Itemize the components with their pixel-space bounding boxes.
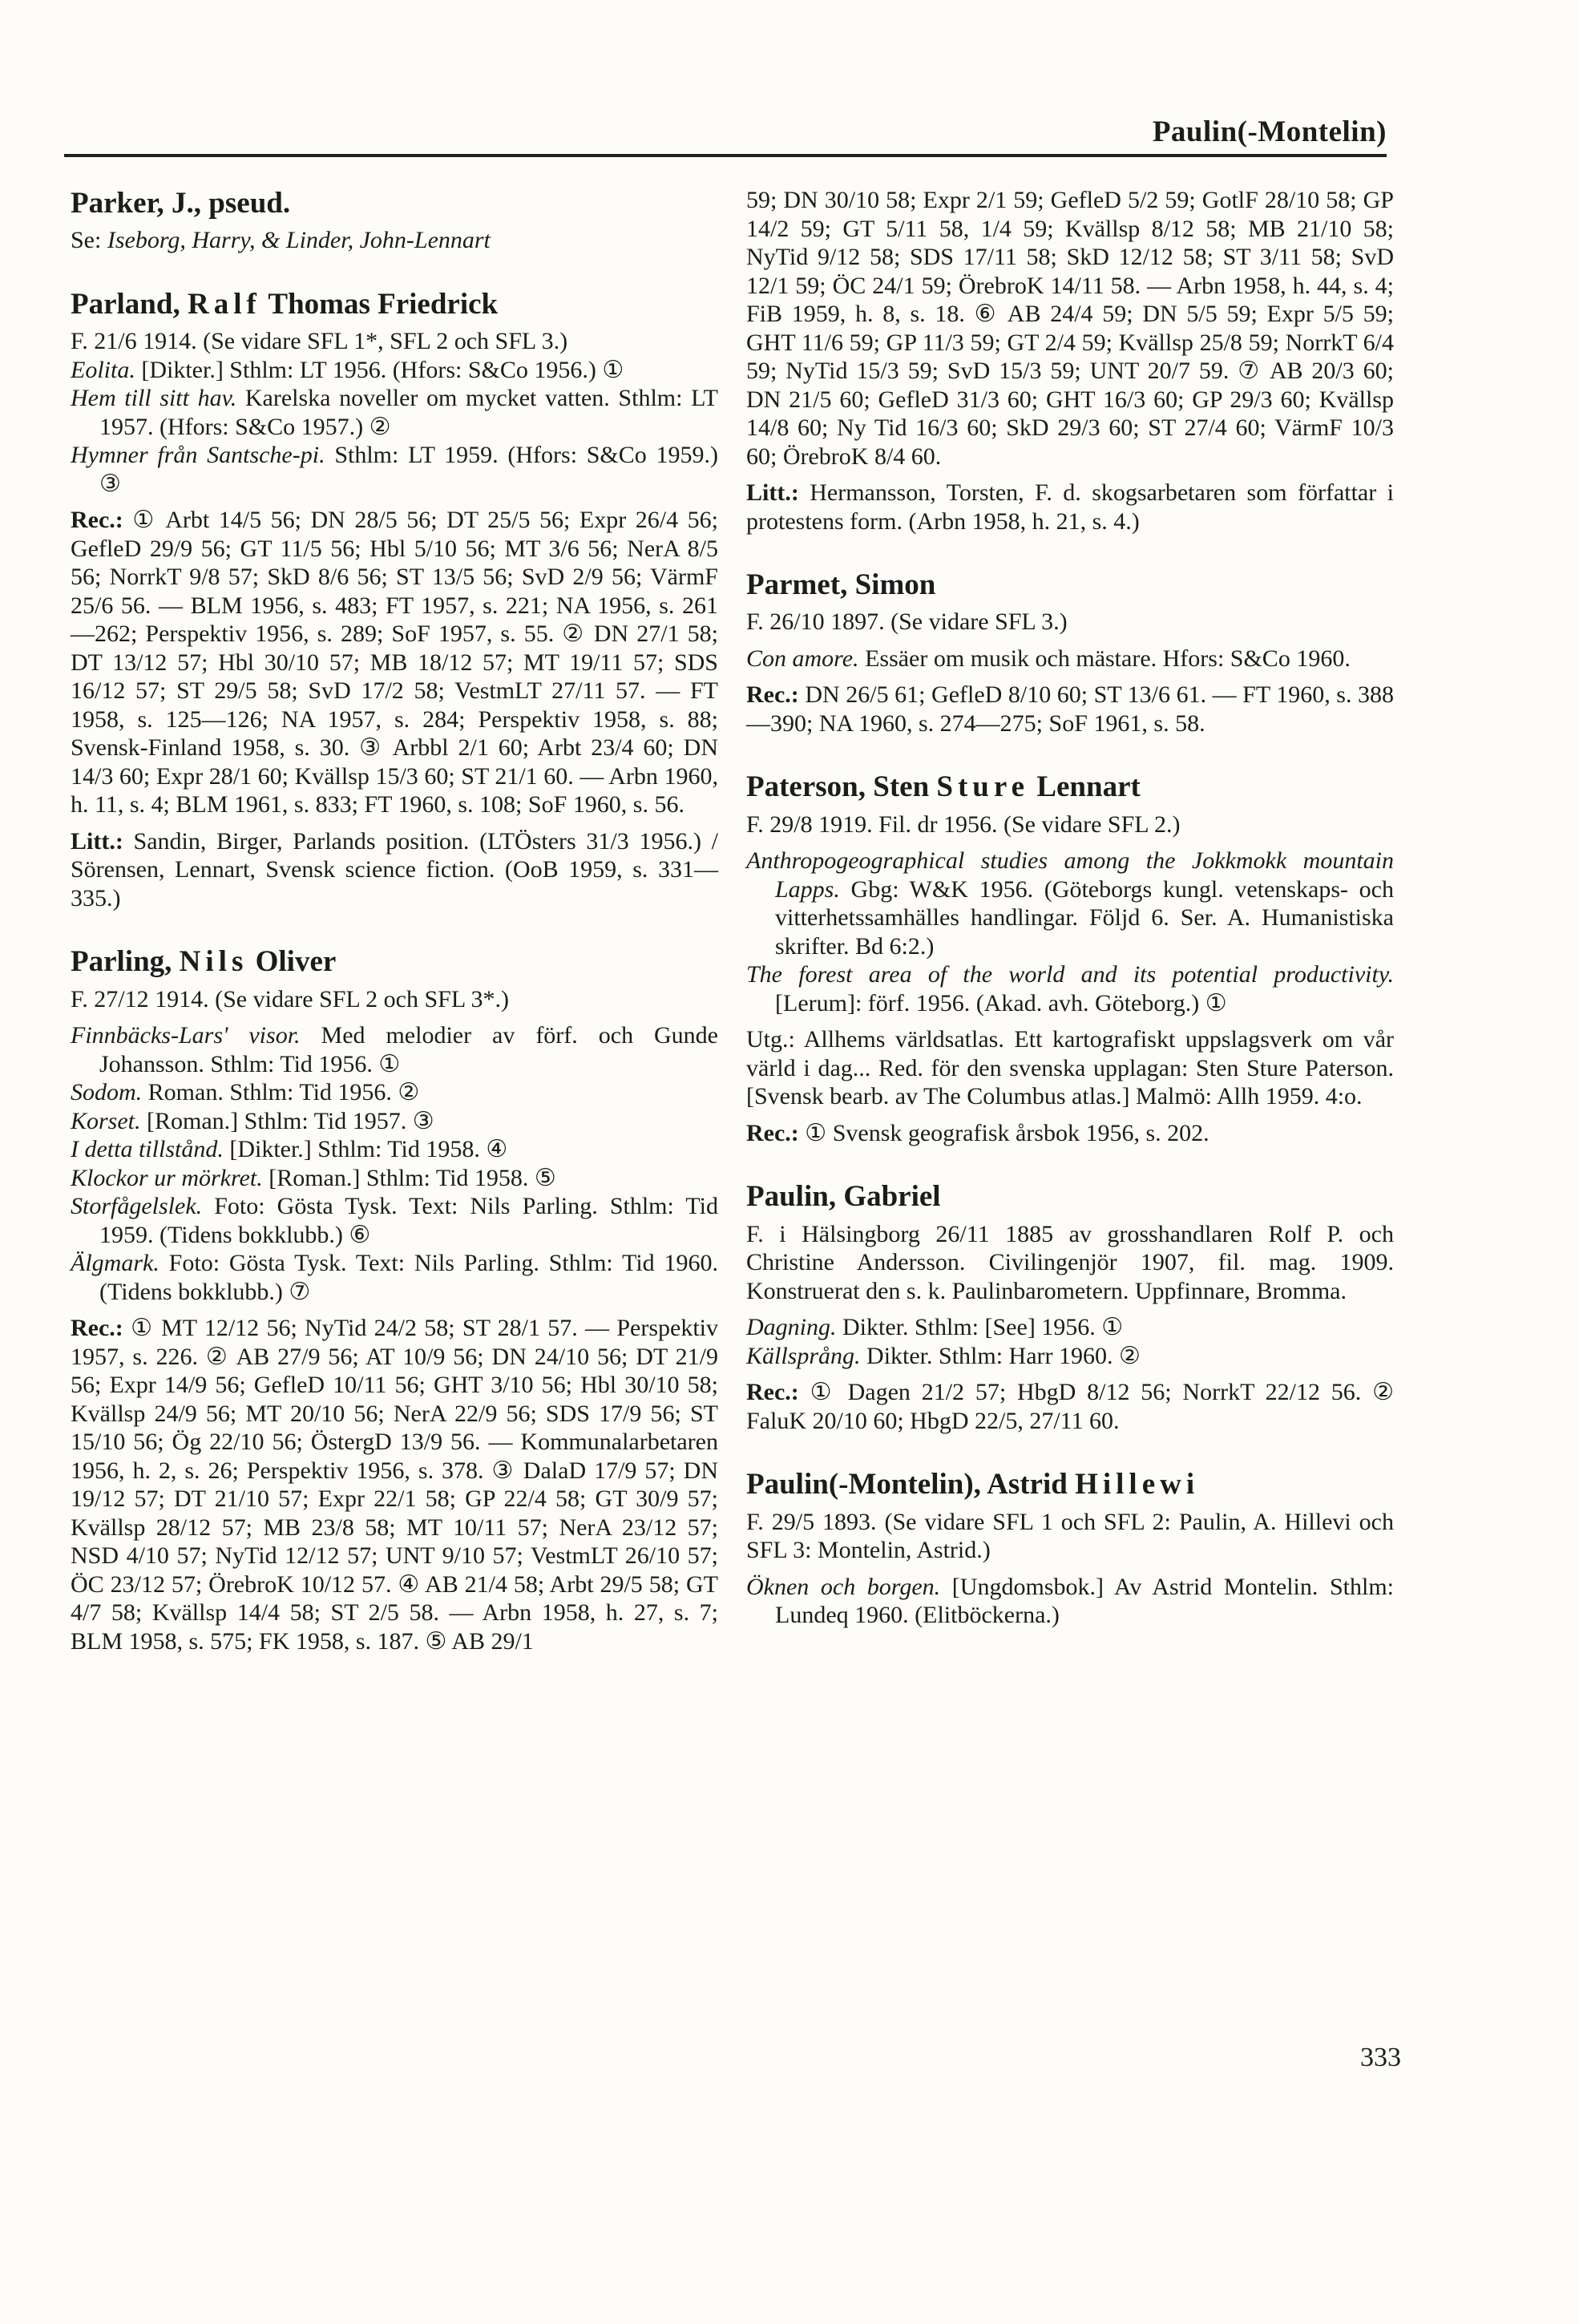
work-item: The forest area of the world and its potential productivity. [Lerum]: förf. 1956. (Akad. avh. Göteborg.) ①	[746, 961, 1394, 1016]
work-item: Hem till sitt hav. Karelska noveller om mycket vatten. Sthlm: LT 1957. (Hfors: S&Co 1957.) ②	[71, 385, 719, 440]
work-item: Källsprång. Dikter. Sthlm: Harr 1960. ②	[746, 1342, 1141, 1369]
work-item: Finnbäcks-Lars' visor. Med melodier av förf. och Gunde Johansson. Sthlm: Tid 1956. ①	[71, 1022, 719, 1077]
work-item: Dagning. Dikter. Sthlm: [See] 1956. ①	[746, 1314, 1124, 1341]
reviews: Rec.: ① Dagen 21/2 57; HbgD 8/12 56; NorrkT 22/12 56. ② FaluK 20/10 60; HbgD 22/5, 27/11 60.	[746, 1379, 1394, 1434]
entry-paulin	[746, 1179, 1394, 1435]
entry-heading: Parmet, Simon	[746, 568, 936, 601]
page-number: 333	[1360, 2043, 1401, 2072]
left-column	[71, 186, 718, 1655]
entry-parmet	[746, 568, 1394, 738]
biography: F. 21/6 1914. (Se vidare SFL 1*, SFL 2 och SFL 3.)	[71, 328, 568, 355]
entry-heading: Paulin, Gabriel	[746, 1180, 941, 1214]
work-item: Storfågelslek. Foto: Gösta Tysk. Text: Nils Parling. Sthlm: Tid 1959. (Tidens bokklubb.) ⑥	[71, 1193, 719, 1248]
running-head: Paulin(-Montelin)	[1152, 115, 1387, 148]
biography: F. 26/10 1897. (Se vidare SFL 3.)	[746, 608, 1068, 636]
entry-parland	[71, 287, 718, 912]
work-item: Öknen och borgen. [Ungdomsbok.] Av Astrid Montelin. Sthlm: Lundeq 1960. (Elitböckerna.)	[746, 1573, 1394, 1629]
biography: F. i Hälsingborg 26/11 1885 av grosshandlaren Rolf P. och Christine Andersson. Civilingenjör 1907, fil. mag. 1909. Konstruerat den s. k. Paulinbarometern. Uppfinnare, Bromma.	[746, 1220, 1394, 1304]
work-item: Eolita. [Dikter.] Sthlm: LT 1956. (Hfors: S&Co 1956.) ①	[71, 356, 624, 383]
entry-paulin-montelin	[746, 1467, 1394, 1629]
reviews: Rec.: ① Arbt 14/5 56; DN 28/5 56; DT 25/5 56; Expr 26/4 56; GefleD 29/9 56; GT 11/5 56; Hbl 5/10 56; MT 3/6 56; NerA 8/5 56; NorrkT 9/8 57; SkD 8/6 56; ST 13/5 56; SvD 2/9 56; VärmF 25/6 56. — BLM 1956, s. 483; FT 1957, s. 221; NA 1956, s. 261—262; Perspektiv 1956, s. 289; SoF 1957, s. 55. ② DN 27/1 58; DT 13/12 57; Hbl 30/10 57; MB 18/12 57; MT 19/11 57; SDS 16/12 57; ST 29/5 58; SvD 17/2 58; VestmLT 27/11 57. — FT 1958, s. 125—126; NA 1957, s. 284; Perspektiv 1958, s. 88; Svensk-Finland 1958, s. 30. ③ Arbbl 2/1 60; Arbt 23/4 60; DN 14/3 60; Expr 28/1 60; Kvällsp 15/3 60; ST 21/1 60. — Arbn 1960, h. 11, s. 4; BLM 1961, s. 833; FT 1960, s. 108; SoF 1960, s. 56.	[71, 507, 719, 818]
work-item: Con amore. Essäer om musik och mästare. Hfors: S&Co 1960.	[746, 645, 1351, 672]
work-item: Sodom. Roman. Sthlm: Tid 1956. ②	[71, 1079, 420, 1106]
entry-heading: Parker, J., pseud.	[71, 187, 291, 220]
literature: Litt.: Sandin, Birger, Parlands position. (LTÖsters 31/3 1956.) / Sörensen, Lennart, Svensk science fiction. (OoB 1959, s. 331—335.)	[71, 827, 718, 911]
work-item: Klockor ur mörkret. [Roman.] Sthlm: Tid 1958. ⑤	[71, 1164, 556, 1191]
see-also	[71, 226, 718, 255]
biography: F. 29/8 1919. Fil. dr 1956. (Se vidare SFL 2.)	[746, 810, 1181, 838]
work-item: I detta tillstånd. [Dikter.] Sthlm: Tid 1958. ④	[71, 1136, 508, 1163]
see-label: Se:	[71, 227, 102, 254]
work-item: Älgmark. Foto: Gösta Tysk. Text: Nils Parling. Sthlm: Tid 1960. (Tidens bokklubb.) ⑦	[71, 1250, 719, 1305]
right-column	[746, 186, 1394, 1630]
reviews: Rec.: ① Svensk geografisk årsbok 1956, s. 202.	[746, 1119, 1209, 1146]
entry-heading: Paterson, Sten Sture Lennart	[746, 770, 1141, 804]
entry-paterson	[746, 770, 1394, 1147]
biography: F. 29/5 1893. (Se vidare SFL 1 och SFL 2: Paulin, A. Hillevi och SFL 3: Montelin, Astrid.)	[746, 1508, 1394, 1564]
reviews: Rec.: DN 26/5 61; GefleD 8/10 60; ST 13/6 61. — FT 1960, s. 388—390; NA 1960, s. 274—275; SoF 1961, s. 58.	[746, 681, 1395, 737]
biography: F. 27/12 1914. (Se vidare SFL 2 och SFL 3*.)	[71, 985, 510, 1012]
see-text: Iseborg, Harry, & Linder, John-Lennart	[107, 227, 491, 254]
reviews-continued: 59; DN 30/10 58; Expr 2/1 59; GefleD 5/2 59; GotlF 28/10 58; GP 14/2 59; GT 5/11 58, 1/4 59; Kvällsp 8/12 58; MB 21/10 58; NyTid 9/12 58; SDS 17/11 58; SkD 12/12 58; ST 3/11 58; SvD 12/1 59; ÖC 24/1 59; ÖrebroK 14/11 58. — Arbn 1958, h. 44, s. 4; FiB 1959, h. 8, s. 18. ⑥ AB 24/4 59; DN 5/5 59; Expr 5/5 59; GHT 11/6 59; GP 11/3 59; GT 2/4 59; Kvällsp 25/8 59; NorrkT 6/4 59; NyTid 15/3 59; SvD 15/3 59; UNT 20/7 59. ⑦ AB 20/3 60; DN 21/5 60; GefleD 31/3 60; GHT 16/3 60; GP 29/3 60; Kvällsp 14/8 60; Ny Tid 16/3 60; SkD 29/3 60; ST 27/4 60; VärmF 10/3 60; ÖrebroK 8/4 60.	[746, 187, 1394, 470]
entry-parling-continued	[746, 186, 1394, 536]
page-header	[64, 111, 1387, 157]
reviews: Rec.: ① MT 12/12 56; NyTid 24/2 58; ST 28/1 57. — Perspektiv 1957, s. 226. ② AB 27/9 56; AT 10/9 56; DN 24/10 56; DT 21/9 56; Expr 14/9 56; GefleD 10/11 56; GHT 3/10 56; Hbl 30/10 58; Kvällsp 24/9 56; MT 20/10 56; NerA 22/9 56; SDS 17/9 56; ST 15/10 56; Ög 22/10 56; ÖstergD 13/9 56. — Kommunalarbetaren 1956, h. 2, s. 26; Perspektiv 1956, s. 378. ③ DalaD 17/9 57; DN 19/12 57; DT 21/10 57; Expr 22/1 58; GP 22/4 58; GT 30/9 57; Kvällsp 28/12 57; MB 23/8 58; MT 10/11 57; NerA 23/12 57; NSD 4/10 57; NyTid 12/12 57; UNT 9/10 57; VestmLT 26/10 57; ÖC 23/12 57; ÖrebroK 10/12 57. ④ AB 21/4 58; Arbt 29/5 58; GT 4/7 58; Kvällsp 14/4 58; ST 2/5 58. — Arbn 1958, h. 27, s. 7; BLM 1958, s. 575; FK 1958, s. 187. ⑤ AB 29/1	[71, 1315, 719, 1655]
entry-heading: Parling, Nils Oliver	[71, 945, 337, 979]
work-item: Hymner från Santsche-pi. Sthlm: LT 1959. (Hfors: S&Co 1959.) ③	[71, 442, 718, 497]
editor-note: Utg.: Allhems världsatlas. Ett kartografiskt uppslagsverk om vår värld i dag... Red. för den svenska upplagan: Sten Sture Paterson. [Svensk bearb. av The Columbus atlas.] Malmö: Allh 1959. 4:o.	[746, 1026, 1394, 1110]
literature: Litt.: Hermansson, Torsten, F. d. skogsarbetaren som författar i protestens form. (Arbn 1958, h. 21, s. 4.)	[746, 479, 1394, 535]
entry-parker	[71, 186, 718, 255]
entry-parling	[71, 944, 718, 1655]
work-item: Anthropogeographical studies among the Jokkmokk mountain Lapps. Gbg: W&K 1956. (Göteborgs kungl. vetenskaps- och vitterhetssamhälles handlingar. Följd 6. Ser. A. Humanistiska skrifter. Bd 6:2.)	[746, 847, 1394, 960]
entry-heading: Parland, Ralf Thomas Friedrick	[71, 287, 499, 321]
entry-heading: Paulin(-Montelin), Astrid Hillewi	[746, 1468, 1200, 1502]
work-item: Korset. [Roman.] Sthlm: Tid 1957. ③	[71, 1107, 434, 1134]
